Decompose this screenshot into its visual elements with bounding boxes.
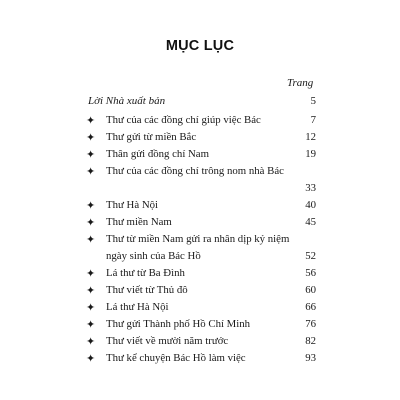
bullet-icon: ✦ — [86, 284, 96, 297]
preface-page-number: 5 — [310, 95, 316, 107]
entry-page-number: 52 — [305, 250, 316, 262]
entry-title: Lá thư Hà Nội — [106, 301, 169, 313]
entry-title: Thư gửi từ miền Bắc — [106, 131, 197, 143]
entry-title: Thư kể chuyện Bác Hồ làm việc — [106, 352, 246, 364]
entry-page-number: 82 — [305, 335, 316, 347]
entry-page-number: 7 — [310, 114, 316, 126]
entry-page-number: 66 — [305, 301, 316, 313]
bullet-icon: ✦ — [86, 199, 96, 212]
entry-title: Thư miền Nam — [106, 216, 172, 228]
bullet-icon: ✦ — [86, 301, 96, 314]
bullet-icon: ✦ — [86, 216, 96, 229]
entry-title: Thư Hà Nội — [106, 199, 159, 211]
entry-title: Thư từ miền Nam gửi ra nhân dịp kỷ niệm ngày sinh của Bác Hồ — [106, 233, 290, 262]
entry-page-number: 45 — [305, 216, 316, 228]
entry-page-number: 19 — [305, 148, 316, 160]
entry-page-number: 60 — [305, 284, 316, 296]
entry-page-number: 76 — [305, 318, 316, 330]
entry-title: Thư của các đồng chí giúp việc Bác — [106, 114, 261, 126]
entry-title: Lá thư từ Ba Đình — [106, 267, 185, 279]
entry-page-number: 93 — [305, 352, 316, 364]
entry-page-number: 33 — [305, 182, 316, 194]
page-title: MỤC LỤC — [165, 38, 235, 54]
entry-title: Thư viết về mười năm trước — [106, 335, 229, 347]
entry-title: Thư của các đồng chí trông nom nhà Bác — [106, 165, 284, 177]
entry-title: Thư gửi Thành phố Hồ Chí Minh — [106, 318, 251, 330]
bullet-icon: ✦ — [86, 233, 96, 246]
entry-title: Thân gửi đồng chí Nam — [106, 148, 210, 160]
entry-title: Thư viết từ Thủ đô — [106, 284, 188, 296]
bullet-icon: ✦ — [86, 318, 96, 331]
bullet-icon: ✦ — [86, 352, 96, 365]
bullet-icon: ✦ — [86, 131, 96, 144]
preface-label: Lời Nhà xuất bản — [88, 95, 166, 107]
bullet-icon: ✦ — [86, 335, 96, 348]
bullet-icon: ✦ — [86, 165, 96, 178]
bullet-icon: ✦ — [86, 148, 96, 161]
entry-page-number: 12 — [305, 131, 316, 143]
entry-page-number: 56 — [305, 267, 316, 279]
bullet-icon: ✦ — [86, 267, 96, 280]
entry-page-number: 40 — [305, 199, 316, 211]
bullet-icon: ✦ — [86, 114, 96, 127]
page-column-header: Trang — [287, 77, 314, 89]
